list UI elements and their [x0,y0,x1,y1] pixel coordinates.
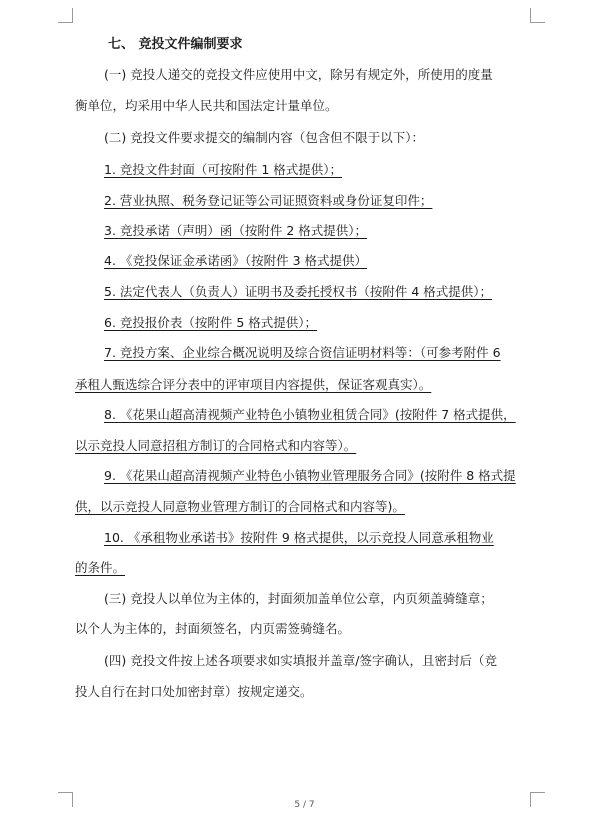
crop-mark-top-right [530,8,545,23]
list-item-5: 5. 法定代表人（负责人）证明书及委托授权书（按附件 4 格式提供）； [104,284,493,299]
list-item-1: 1. 竞投文件封面（可按附件 1 格式提供）； [104,162,343,177]
crop-mark-top-left [58,8,73,23]
paragraph-line: (二) 竞投文件要求提交的编制内容（包含但不限于以下）： [104,130,424,145]
list-item-7: 7. 竞投方案、企业综合概况说明及综合资信证明材料等：（可参考附件 6 [104,345,501,360]
paragraph-line: 以个人为主体的，封面须签名，内页需签骑缝名。 [75,621,351,636]
paragraph-line: 衡单位，均采用中华人民共和国法定计量单位。 [75,98,338,113]
list-item-8: 8. 《花果山超高清视频产业特色小镇物业租赁合同》(按附件 7 格式提供， [104,407,516,422]
list-item-9-cont: 供，以示竞投人同意物业管理方制订的合同格式和内容等)。 [75,499,405,514]
paragraph-line: (一) 竞投人递交的竞投文件应使用中文，除另有规定外，所使用的度量 [104,67,493,82]
list-item-4: 4. 《竞投保证金承诺函》（按附件 3 格式提供） [104,253,368,268]
section-heading: 七、 竞投文件编制要求 [108,37,243,52]
paragraph-line: (三) 竞投人以单位为主体的，封面须加盖单位公章，内页须盖骑缝章； [104,591,493,606]
list-item-9: 9. 《花果山超高清视频产业特色小镇物业管理服务合同》(按附件 8 格式提 [104,468,516,483]
list-item-2: 2. 营业执照、税务登记证等公司证照资料或身份证复印件； [104,193,433,208]
list-item-3: 3. 竞投承诺（声明）函（按附件 2 格式提供）； [104,223,368,238]
paragraph-line: 投人自行在封口处加密封章）按规定递交。 [75,684,313,699]
list-item-7-cont: 承租人甄选综合评分表中的评审项目内容提供，保证客观真实）。 [75,377,432,392]
list-item-8-cont: 以示竞投人同意招租方制订的合同格式和内容等）。 [75,438,357,453]
list-item-10-cont: 的条件。 [75,560,126,575]
list-item-10: 10. 《承租物业承诺书》按附件 9 格式提供，以示竞投人同意承租物业 [104,530,494,545]
list-item-6: 6. 竞投报价表（按附件 5 格式提供）； [104,315,318,330]
paragraph-line: (四) 竞投文件按上述各项要求如实填报并盖章/签字确认，且密封后（竞 [104,653,497,668]
page-number: 5 / 7 [294,800,315,810]
